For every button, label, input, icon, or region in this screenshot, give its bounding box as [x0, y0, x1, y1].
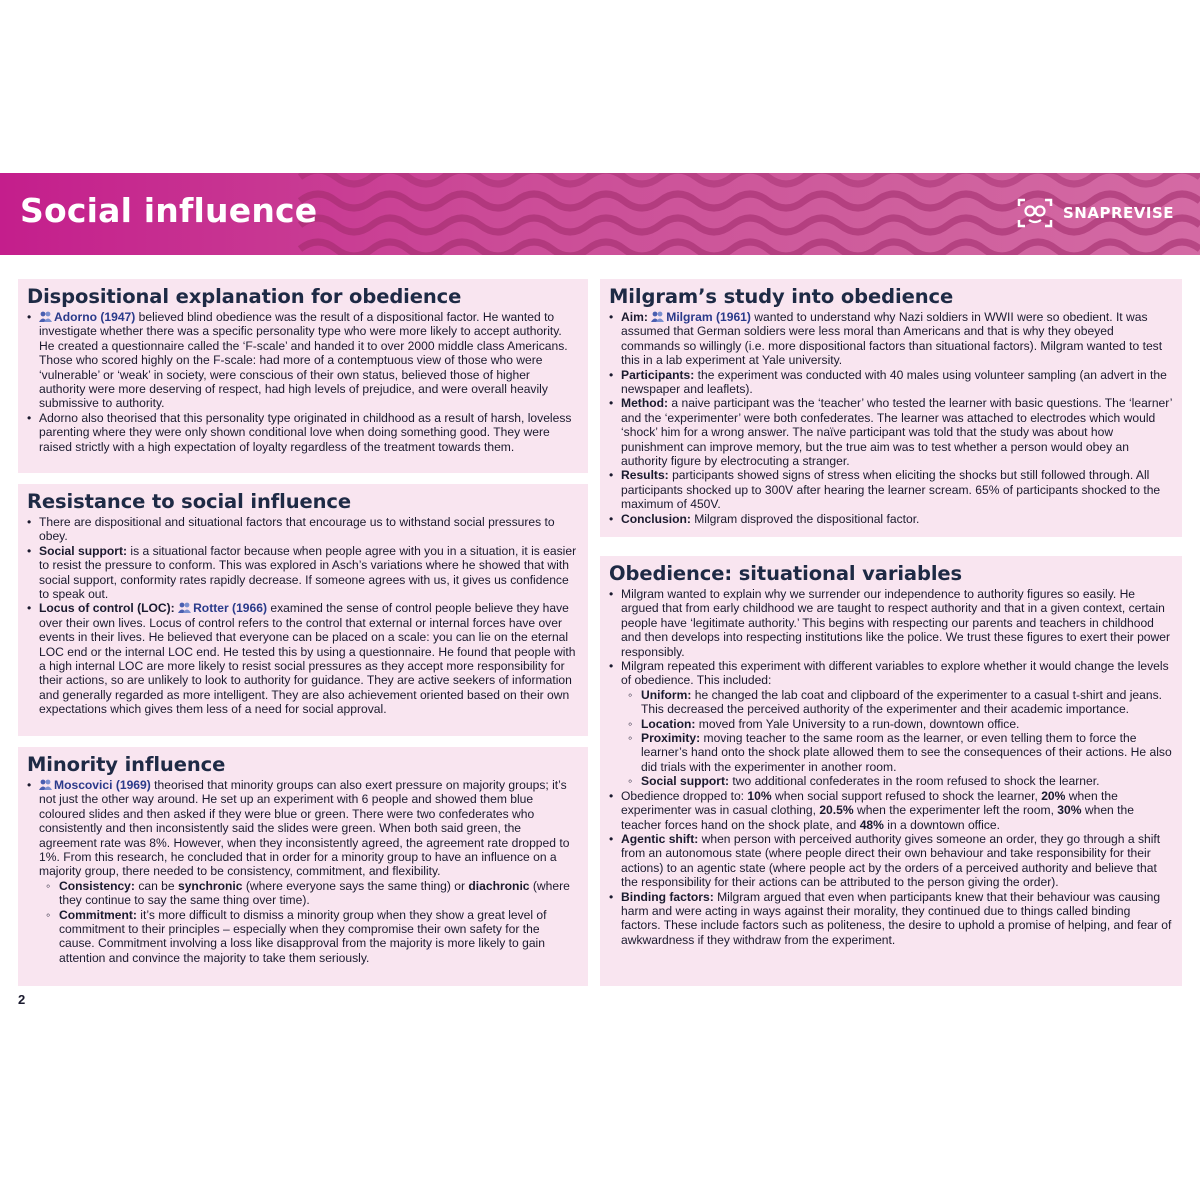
- section-title-situational: Obedience: situational variables: [609, 562, 963, 585]
- sub-list-item: [609, 774, 1172, 788]
- list-item: [27, 544, 578, 602]
- item-text: Adorno also theorised that this personality type originated in childhood as a result of harsh, loveless parenting where they were only shown conditional love when doing something good. They were raised strictly with a high expectation of loyalty regardless of the treatment towards them.: [39, 410, 572, 454]
- reference-moscovici: Moscovici (1969): [54, 778, 151, 792]
- item-text: Obedience dropped to:: [621, 788, 748, 803]
- list-item: [609, 396, 1172, 468]
- milgram-list: [609, 310, 1172, 526]
- panel-milgram: [600, 279, 1182, 537]
- item-label: Social support:: [39, 543, 128, 558]
- item-text: when the experimenter left the room,: [853, 803, 1058, 818]
- sub-list-item: [27, 879, 578, 908]
- item-text: Milgram argued that even when participants knew that their behaviour was causing harm and were acting in ways against their morality, they continued due to things called binding factors. These include factors such as politeness, the desire to uphold a promise of helping, and fear of awkwardness if they withdraw from the experiment.: [621, 889, 1172, 947]
- reference-milgram: Milgram (1961): [666, 310, 751, 324]
- list-item: [609, 832, 1172, 890]
- item-text: believed blind obedience was the result of a dispositional factor. He wanted to investigate whether there was a specific personality type who were more likely to accept authority. He created a questionnaire called the ‘F-scale’ and handed it to over 2000 middle class Americans. Those who scored highly on the F-scale: had more of a contemptuous view of those who were ‘vulnerable’ or ‘weak’ in society, were conscious of their own status, believed those of higher authority were more deserving of respect, had high levels of prejudice, and were overall heavily submissive to authority.: [39, 310, 568, 411]
- item-label: Locus of control (LOC):: [39, 601, 175, 616]
- item-text: examined the sense of control people believe they have over their own lives. Locus of control refers to the control that external or internal forces have over events in their lives. He believed that everyone can be placed on a scale: you can lie on the eternal LOC end or the internal LOC end. He tested this by using a questionnaire. He found that people with a high internal LOC are more likely to resist social pressures as they accept more responsibility for their actions, so are unlikely to look to authority for guidance. They are active seekers of information and generally regarded as more intelligent. They are also achievement oriented based on their own expectations which gives them less of a need for social approval.: [39, 601, 576, 717]
- sub-list-item: [27, 908, 578, 966]
- item-label: Method:: [621, 396, 669, 411]
- list-item: [27, 601, 578, 716]
- item-label: Proximity:: [641, 731, 701, 746]
- reference-adorno: Adorno (1947): [54, 310, 136, 324]
- item-text: in a downtown office.: [883, 817, 1000, 832]
- item-text: There are dispositional and situational factors that encourage us to withstand social pressures to obey.: [39, 515, 555, 544]
- sub-list-item: [609, 717, 1172, 731]
- person-icon: [39, 779, 52, 790]
- percentage: 10%: [747, 788, 772, 803]
- item-text: Milgram wanted to explain why we surrender our independence to authority figures so easily. He argued that from early childhood we are taught to respect authority and that in a given context, certain people have ‘legitimate authority.’ This begins with respecting our parents and teachers in childhood and then develops into respecting institutions like the police. We trust these figures to exert their power responsibly.: [621, 587, 1171, 659]
- percentage: 20%: [1041, 788, 1066, 803]
- item-term: synchronic: [177, 878, 243, 893]
- item-text: Milgram repeated this experiment with different variables to explore whether it would change the levels of obedience. This included:: [621, 659, 1169, 688]
- panel-resistance: [18, 484, 588, 736]
- section-title-dispositional: Dispositional explanation for obedience: [27, 285, 462, 308]
- list-item: [609, 468, 1172, 511]
- item-text: is a situational factor because when people agree with you in a situation, it is easier to resist the pressure to conform. This was explored in Asch’s variations where he showed that with social support, conformity rates rapidly decrease. If someone agrees with us, it gives us confidence to speak out.: [39, 543, 577, 602]
- item-label: Uniform:: [641, 687, 692, 702]
- item-text: can be: [134, 878, 178, 893]
- item-text: when the experimenter was in casual clothing,: [621, 788, 1118, 818]
- item-text: it’s more difficult to dismiss a minority group when they show a great level of commitment to their principles – especially when they compromise their own safety for the cause. Commitment involving a loss like disapproval from the majority is more likely to gain attention and convince the majority to take them seriously.: [59, 907, 547, 965]
- list-item: [609, 368, 1172, 397]
- item-text: (where everyone says the same thing) or: [242, 878, 469, 893]
- item-label: Social support:: [641, 774, 730, 789]
- resistance-list: [27, 515, 578, 717]
- percentage: 48%: [859, 817, 884, 832]
- item-text: he changed the lab coat and clipboard of the experimenter to a casual t-shirt and jeans. This decreased the perceived authority of the experimenter and their academic importance.: [641, 687, 1163, 717]
- list-item: [609, 587, 1172, 659]
- brand-name: SNAPREVISE: [1063, 204, 1174, 222]
- item-label: Aim:: [621, 310, 648, 324]
- item-label: Participants:: [621, 367, 695, 382]
- list-item: [27, 515, 578, 544]
- item-text: (where they continue to say the same thing over time).: [59, 878, 570, 908]
- item-text: when person with perceived authority gives someone an order, they go through a shift from an autonomous state (where people direct their own behaviour and take responsibility for their actions) to an agentic state (where people act by the orders of a perceived authority and believe that the responsibility for their actions can be attributed to the person giving the order).: [621, 831, 1161, 890]
- situational-list: [609, 587, 1172, 947]
- section-title-resistance: Resistance to social influence: [27, 490, 351, 513]
- header-banner: [0, 173, 1200, 255]
- reference-rotter: Rotter (1966): [193, 601, 268, 616]
- person-icon: [39, 311, 52, 322]
- list-item: [609, 789, 1172, 832]
- item-text: Milgram disproved the dispositional factor.: [690, 511, 920, 526]
- item-text: wanted to understand why Nazi soldiers in WWII were so obedient. It was assumed that German soldiers were less moral than Americans and that is why they obeyed commands so willingly (i.e. more dispositional factors than situational factors). Milgram wanted to test this in a lab experiment at Yale university.: [621, 310, 1163, 368]
- list-item: [609, 512, 1172, 526]
- item-text: when social support refused to shock the learner,: [771, 788, 1042, 803]
- section-title-minority: Minority influence: [27, 753, 226, 776]
- item-label: Commitment:: [59, 907, 137, 922]
- item-label: Location:: [641, 716, 696, 731]
- dispositional-list: [27, 310, 578, 454]
- sub-list-item: [609, 688, 1172, 717]
- item-label: Results:: [621, 468, 669, 483]
- list-item: [609, 890, 1172, 948]
- person-icon: [178, 602, 191, 613]
- person-icon: [651, 311, 664, 322]
- item-text: moving teacher to the same room as the learner, or even telling them to force the learner’s hand onto the shock plate allowed them to see the consequences of their actions. He also did trials with the experimenter in another room.: [641, 731, 1172, 774]
- sub-list-item: [609, 731, 1172, 774]
- section-title-milgram: Milgram’s study into obedience: [609, 285, 954, 308]
- panel-minority: [18, 747, 588, 986]
- item-term: diachronic: [468, 878, 530, 893]
- item-label: Binding factors:: [621, 889, 714, 904]
- minority-list: [27, 778, 578, 965]
- item-text: moved from Yale University to a run-down, downtown office.: [695, 716, 1020, 731]
- list-item: [27, 778, 578, 879]
- percentage: 30%: [1057, 803, 1082, 818]
- item-text: the experiment was conducted with 40 males using volunteer sampling (an advert in the newspaper and leaflets).: [621, 367, 1167, 397]
- item-text: theorised that minority groups can also exert pressure on majority groups; it’s not just the other way around. He set up an experiment with 6 people and showed them blue coloured slides and then asked if they were blue or green. There were two confederates who consistently and then inconsistently said the slides were green. When both said green, the agreement rate was 8%. However, when they inconsistently agreed, the agreement rate dropped to 1%. From this research, he concluded that in order for a minority group to have an influence on a majority group, there needed to be consistency, commitment, and flexibility.: [39, 778, 570, 879]
- page-number: 2: [18, 992, 26, 1007]
- item-text: when the teacher forces hand on the shock plate, and: [621, 803, 1134, 832]
- list-item: [609, 659, 1172, 688]
- snaprevise-logo-icon: [1015, 196, 1055, 230]
- list-item: [27, 411, 578, 454]
- item-label: Conclusion:: [621, 511, 691, 526]
- percentage: 20.5%: [819, 803, 854, 818]
- panel-situational: [600, 556, 1182, 986]
- panel-dispositional: [18, 279, 588, 473]
- item-text: a naive participant was the ‘teacher’ who tested the learner with basic questions. The ‘learner’ and the ‘experimenter’ were both confederates. The learner was attached to electrodes which would ‘shock’ him for a wrong answer. The naïve participant was told that the study was about how punishment can improve memory, but the true aim was to test whether a person would obey an authority figure by electrocuting a stranger.: [621, 396, 1172, 469]
- item-label: Agentic shift:: [621, 831, 699, 846]
- list-item: [609, 310, 1172, 368]
- item-label: Consistency:: [59, 878, 135, 893]
- brand-logo: [1015, 195, 1174, 231]
- item-text: two additional confederates in the room refused to shock the learner.: [729, 774, 1100, 789]
- item-text: participants showed signs of stress when eliciting the shocks but still followed through. All participants shocked up to 300V after hearing the learner scream. 65% of participants shocked to the maximum of 450V.: [621, 468, 1161, 512]
- page-title: Social influence: [20, 191, 318, 230]
- list-item: [27, 310, 578, 411]
